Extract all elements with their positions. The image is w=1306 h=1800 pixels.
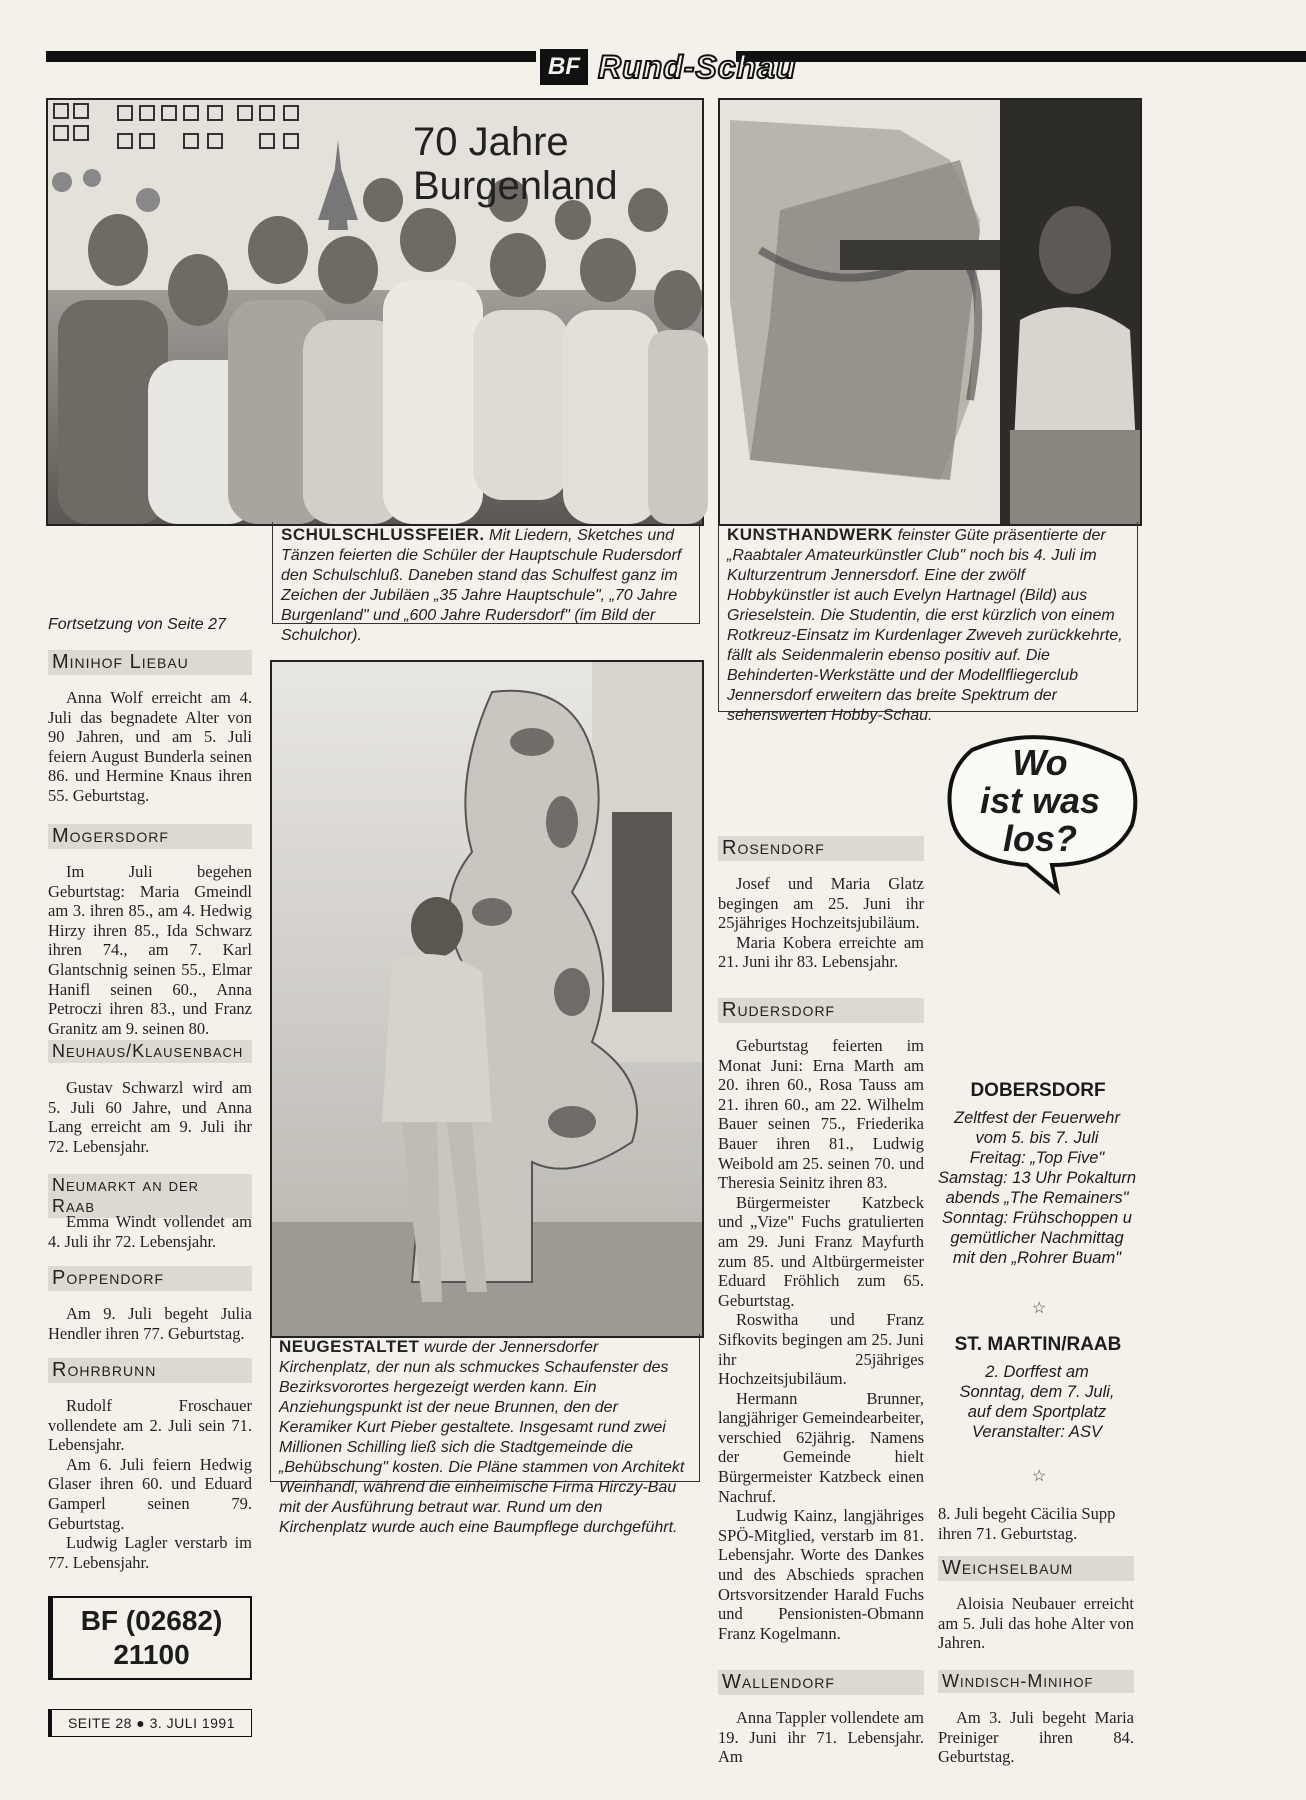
event-line: auf dem Sportplatz xyxy=(967,1403,1107,1421)
logo-bf: BF xyxy=(540,49,588,85)
paragraph: Ludwig Kainz, langjähriges SPÖ-Mitglied, verstarb im 81. Lebensjahr. Worte des Dankes und des Abschieds sprachen Ortsvorsitzender Harald Fuchs und Pensionisten-Obmann Franz Kogelmann. xyxy=(718,1506,924,1643)
section-text-neumarkt xyxy=(48,1212,252,1251)
paragraph: Gustav Schwarzl wird am 5. Juli 60 Jahre, und Anna Lang erreicht am 9. Juli ihr 72. Lebensjahr. xyxy=(48,1078,252,1156)
event-text-dobersdorf xyxy=(936,1108,1138,1268)
event-line: Sonntag: Frühschoppen u xyxy=(942,1209,1132,1227)
caption-schul-text: Mit Liedern, Sketches und Tänzen feierten die Schüler der Hauptschule Rudersdorf den Schulschluß. Daneben stand das Schulfest ganz im Zeichen der Jubiläen „35 Jahre Hauptschule", „70 Jahre Burgenland" und „600 Jahre Rudersdorf" (im Bild der Schulchor). xyxy=(281,527,682,644)
bubble-line-2: ist was xyxy=(979,780,1101,821)
event-line: vom 5. bis 7. Juli xyxy=(975,1129,1099,1147)
paragraph: Roswitha und Franz Sifkovits begingen am 25. Juni ihr 25jähriges Hochzeitsjubiläum. xyxy=(718,1310,924,1389)
banner-text: 70 Jahre Burgenland xyxy=(413,120,618,208)
paragraph: Maria Kobera erreichte am 21. Juni ihr 83. Lebensjahr. xyxy=(718,932,924,972)
section-head-neuhaus-klausenbach: Neuhaus/Klausenbach xyxy=(48,1040,252,1063)
bubble-line-3: los? xyxy=(1002,818,1077,859)
star-icon: ☆ xyxy=(1032,1468,1047,1485)
section-head-mogersdorf: Mogersdorf xyxy=(48,824,252,849)
event-line: Veranstalter: ASV xyxy=(972,1423,1102,1441)
caption-schul-head: SCHULSCHLUSSFEIER. xyxy=(281,525,485,544)
section-head-wallendorf: Wallendorf xyxy=(718,1670,924,1695)
event-text-st-martin xyxy=(936,1362,1138,1442)
caption-schulschlussfeier xyxy=(272,522,700,644)
event-title-st-martin: ST. MARTIN/RAAB xyxy=(954,1334,1122,1355)
paragraph: Am 6. Juli feiern Hedwig Glaser ihren 60. und Eduard Gamperl seinen 79. Geburtstag. xyxy=(48,1454,252,1533)
section-text-rohrbrunn xyxy=(48,1396,252,1572)
section-head-minihof-liebau: Minihof Liebau xyxy=(48,650,252,675)
header-rule-left xyxy=(46,51,536,62)
event-line: Samstag: 13 Uhr Pokalturn xyxy=(937,1169,1137,1187)
section-text-windisch-minihof xyxy=(938,1708,1134,1767)
event-line: Sonntag, dem 7. Juli, xyxy=(959,1383,1115,1401)
section-text-wallendorf xyxy=(718,1708,924,1767)
caption-kunst-head: KUNSTHANDWERK xyxy=(727,525,894,544)
logo-title: Rund-Schau xyxy=(598,48,797,85)
section-text-weichselbaum xyxy=(938,1594,1134,1653)
section-head-rosendorf: Rosendorf xyxy=(718,836,924,861)
section-head-rohrbrunn: Rohrbrunn xyxy=(48,1358,252,1383)
paragraph: Am 3. Juli begeht Maria Preiniger ihren 84. Geburtstag. xyxy=(938,1708,1134,1767)
section-text-poppendorf xyxy=(48,1304,252,1343)
caption-neugestaltet xyxy=(270,1334,700,1536)
paragraph: Anna Tappler vollendete am 19. Juni ihr 71. Lebensjahr. Am xyxy=(718,1708,924,1767)
wo-ist-was-los-bubble xyxy=(942,730,1138,890)
paragraph: Aloisia Neubauer erreicht am 5. Juli das hohe Alter von Jahren. xyxy=(938,1594,1134,1653)
section-head-weichselbaum: Weichselbaum xyxy=(938,1556,1134,1581)
event-line: abends „The Remainers" xyxy=(945,1189,1129,1207)
event-line: Zeltfest der Feuerwehr xyxy=(954,1109,1120,1127)
photo-fountain-image xyxy=(272,662,702,1336)
event-line: Freitag: „Top Five" xyxy=(969,1149,1105,1167)
caption-neu-head: NEUGESTALTET xyxy=(279,1337,420,1356)
event-line: 2. Dorffest am xyxy=(985,1363,1089,1381)
section-text-mogersdorf xyxy=(48,862,252,1038)
paragraph: Im Juli begehen Geburtstag: Maria Gmeindl am 3. ihren 85., am 4. Hedwig Hirzy ihren 85., Ida Schwarz ihren 74., am 7. Karl Glantschnig seinen 55., Elmar Hanifl seinen 60., Anna Petroczi ihren 83., und Franz Granitz am 9. seinen 80. xyxy=(48,862,252,1038)
continued-text xyxy=(938,1504,1134,1543)
section-text-rosendorf xyxy=(718,874,924,972)
photo-fountain xyxy=(270,660,704,1338)
paragraph: Bürgermeister Katzbeck und „Vize" Fuchs gratulierten am 29. Juni Franz Mayfurth zum 85. und Altbürgermeister Eduard Fröhlich zum 65. Geburtstag. xyxy=(718,1192,924,1310)
paragraph: Josef und Maria Glatz begingen am 25. Juni ihr 25jähriges Hochzeitsjubiläum. xyxy=(718,874,924,933)
paragraph: Anna Wolf erreicht am 4. Juli das begnadete Alter von 90 Jahren, und am 5. Juli feiern August Bunderla seinen 86. und Hermine Knaus ihren 55. Geburtstag. xyxy=(48,688,252,805)
section-head-windisch-minihof: Windisch-Minihof xyxy=(938,1670,1134,1693)
photo-silk-painting xyxy=(718,98,1142,526)
paragraph: Emma Windt vollendet am 4. Juli ihr 72. Lebensjahr. xyxy=(48,1212,252,1251)
section-head-poppendorf: Poppendorf xyxy=(48,1266,252,1291)
paragraph: 8. Juli begeht Cäcilia Supp ihren 71. Geburtstag. xyxy=(938,1504,1116,1543)
paragraph: Hermann Brunner, langjähriger Gemeindearbeiter, verschied 62jährig. Namens der Gemeinde hielt Bürgermeister Katzbeck einen Nachruf. xyxy=(718,1388,924,1506)
paragraph: Geburtstag feierten im Monat Juni: Erna Marth am 20. ihren 60., Rosa Tauss am 21. ihren 60., am 22. Wilhelm Bauer seinen 75., Friederika Bauer ihren 81., Ludwig Weibold am 25. seinen 70. und Theresia Seinitz ihren 83. xyxy=(718,1036,924,1193)
bubble-line-1: Wo xyxy=(1012,742,1068,783)
caption-kunst-text: feinster Güte präsentierte der „Raabtaler Amateurkünstler Club" noch bis 4. Juli im Kulturzentrum Jennersdorf. Eine der zwölf Hobbykünstler ist auch Evelyn Hartnagel (Bild) aus Grieselstein. Die Studentin, die erst kürzlich von einem Rotkreuz-Einsatz im Kurdenlager Zweveh zurückkehrte, fällt als Seidenmalerin ebenso positiv auf. Die Behinderten-Werkstätte und der Modellfliegerclub Jennersdorf erweitern das breite Spektrum der sehenswerten Hobby-Schau. xyxy=(727,527,1123,724)
section-head-rudersdorf: Rudersdorf xyxy=(718,998,924,1023)
caption-neu-text: wurde der Jennersdorfer Kirchenplatz, der nun als schmuckes Schaufenster des Bezirksvorortes hergezeigt werden kann. Ein Anziehungspunkt ist der neue Brunnen, den der Keramiker Kurt Pieber gestaltete. Insgesamt rund zwei Millionen Schilling ließ sich die Stadtgemeinde die „Behübschung" kosten. Die Pläne stammen von Architekt Weinhandl, während die einheimische Firma Hirczy-Bau mit der Ausführung betraut war. Rund um den Kirchenplatz wurde auch eine Baumpflege durchgeführt. xyxy=(279,1339,685,1536)
paragraph: Rudolf Froschauer vollendete am 2. Juli sein 71. Lebensjahr. xyxy=(48,1396,252,1455)
paragraph: Am 9. Juli begeht Julia Hendler ihren 77. Geburtstag. xyxy=(48,1304,252,1343)
section-text-rudersdorf xyxy=(718,1036,924,1643)
phone-box: BF (02682) 21100 xyxy=(48,1596,252,1680)
paragraph: Ludwig Lagler verstarb im 77. Lebensjahr. xyxy=(48,1533,252,1572)
page-footer: SEITE 28 ● 3. JULI 1991 xyxy=(48,1709,252,1737)
section-text-minihof-liebau xyxy=(48,688,252,806)
event-title-dobersdorf: DOBERSDORF xyxy=(970,1080,1106,1101)
fortsetzung-note: Fortsetzung von Seite 27 xyxy=(48,616,226,633)
caption-kunsthandwerk xyxy=(718,522,1138,724)
star-icon: ☆ xyxy=(1032,1300,1047,1317)
photo-school-choir xyxy=(46,98,704,526)
section-text-neuhaus-klausenbach xyxy=(48,1078,252,1156)
header-rule-right xyxy=(736,51,1306,62)
event-line: gemütlicher Nachmittag xyxy=(950,1229,1124,1247)
section-head-neumarkt: Neumarkt an der Raab xyxy=(48,1174,252,1218)
masthead-logo xyxy=(540,44,796,90)
event-line: mit den „Rohrer Buam" xyxy=(952,1249,1122,1267)
photo-silk-painting-image xyxy=(720,100,1140,524)
